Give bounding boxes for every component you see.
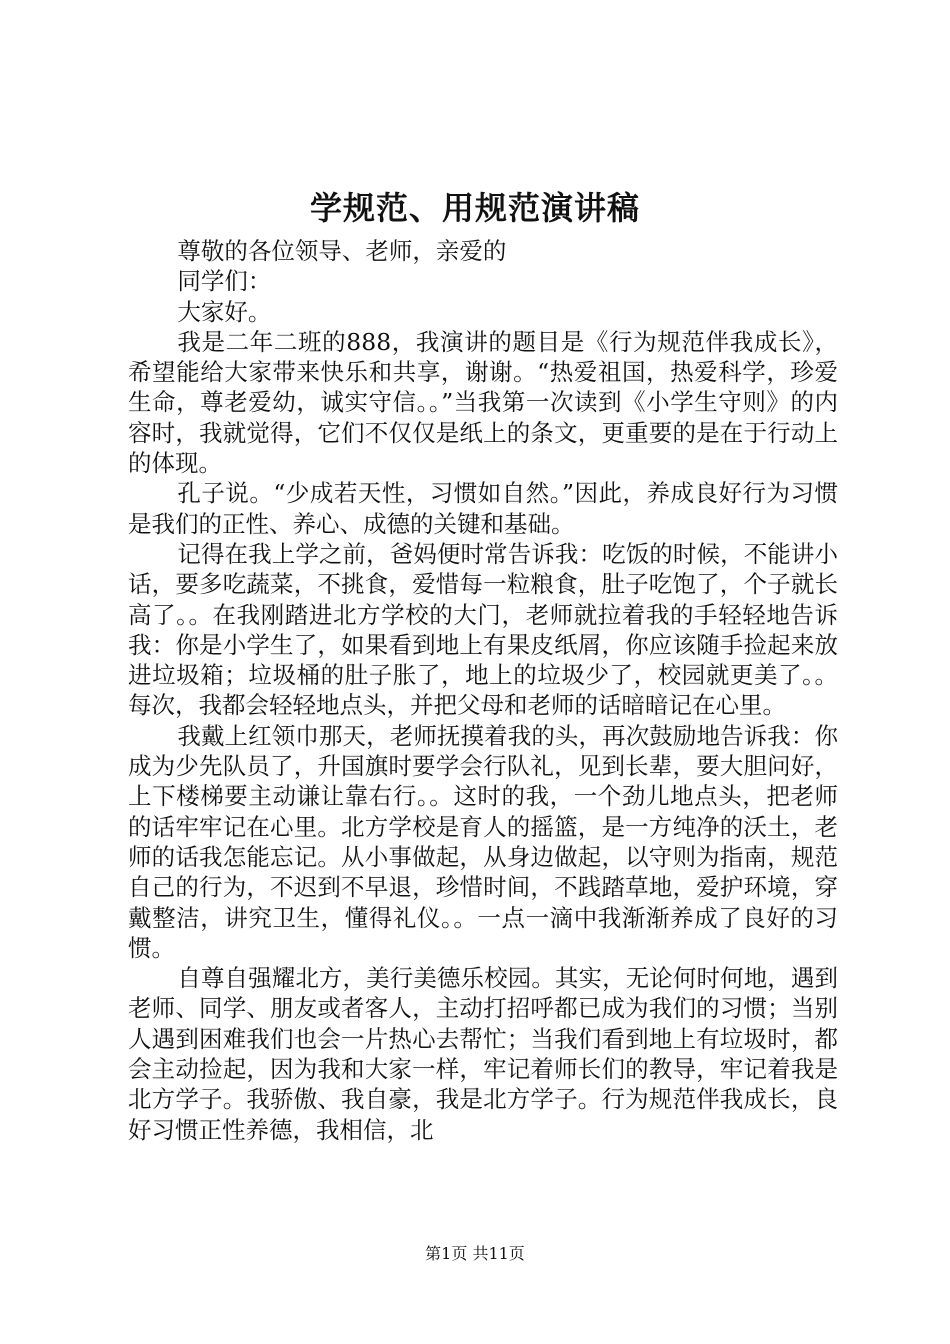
paragraph-memory: 记得在我上学之前，爸妈便时常告诉我：吃饭的时候，不能讲小话，要多吃蔬菜，不挑食，爱惜每一粒粮食，肚子吃饱了，个子就长高了。。在我刚踏进北方学校的大门，老师就拉着我的手轻轻地告诉我：你是小学生了，如果看到地上有果皮纸屑，你应该随手捡起来放进垃圾箱；垃圾桶的肚子胀了，地上的垃圾少了，校园就更美了。。每次，我都会轻轻地点头，并把父母和老师的话暗暗记在心里。 xyxy=(128,539,838,720)
paragraph-salutation-1: 尊敬的各位领导、老师，亲爱的 xyxy=(177,237,507,265)
paragraph-salutation-2: 同学们： xyxy=(177,267,272,296)
paragraph-confucius: 孔子说。“少成若天性，习惯如自然。”因此，养成良好行为习惯是我们的正性、养心、成德的关键和基础。 xyxy=(128,479,838,538)
page-footer: 第1页 共11页 xyxy=(425,1244,525,1263)
paragraph-greeting: 大家好。 xyxy=(177,297,272,326)
document-title: 学规范、用规范演讲稿 xyxy=(309,189,640,227)
paragraph-intro: 我是二年二班的888，我演讲的题目是《行为规范伴我成长》，希望能给大家带来快乐和共享，谢谢。“热爱祖国，热爱科学，珍爱生命，尊老爱幼，诚实守信。。”当我第一次读到《小学生守则》的内容时，我就觉得，它们不仅仅是纸上的条文，更重要的是在于行动上的体现。 xyxy=(128,327,838,478)
document-body xyxy=(128,236,838,1145)
paragraph-self-respect: 自尊自强耀北方，美行美德乐校园。其实，无论何时何地，遇到老师、同学、朋友或者客人，主动打招呼都已成为我们的习惯；当别人遇到困难我们也会一片热心去帮忙；当我们看到地上有垃圾时，都会主动捡起，因为我和大家一样，牢记着师长们的教导，牢记着我是北方学子。我骄傲、我自豪，我是北方学子。行为规范伴我成长，良好习惯正性养德，我相信，北 xyxy=(128,964,838,1144)
paragraph-red-scarf: 我戴上红领巾那天，老师抚摸着我的头，再次鼓励地告诉我：你成为少先队员了，升国旗时要学会行队礼，见到长辈，要大胆问好，上下楼梯要主动谦让靠右行。。这时的我，一个劲儿地点头，把老师的话牢牢记在心里。北方学校是育人的摇篮，是一方纯净的沃土，老师的话我怎能忘记。从小事做起，从身边做起，以守则为指南，规范自己的行为，不迟到不早退，珍惜时间，不践踏草地，爱护环境，穿戴整洁，讲究卫生，懂得礼仪。。一点一滴中我渐渐养成了良好的习惯。 xyxy=(128,721,838,962)
